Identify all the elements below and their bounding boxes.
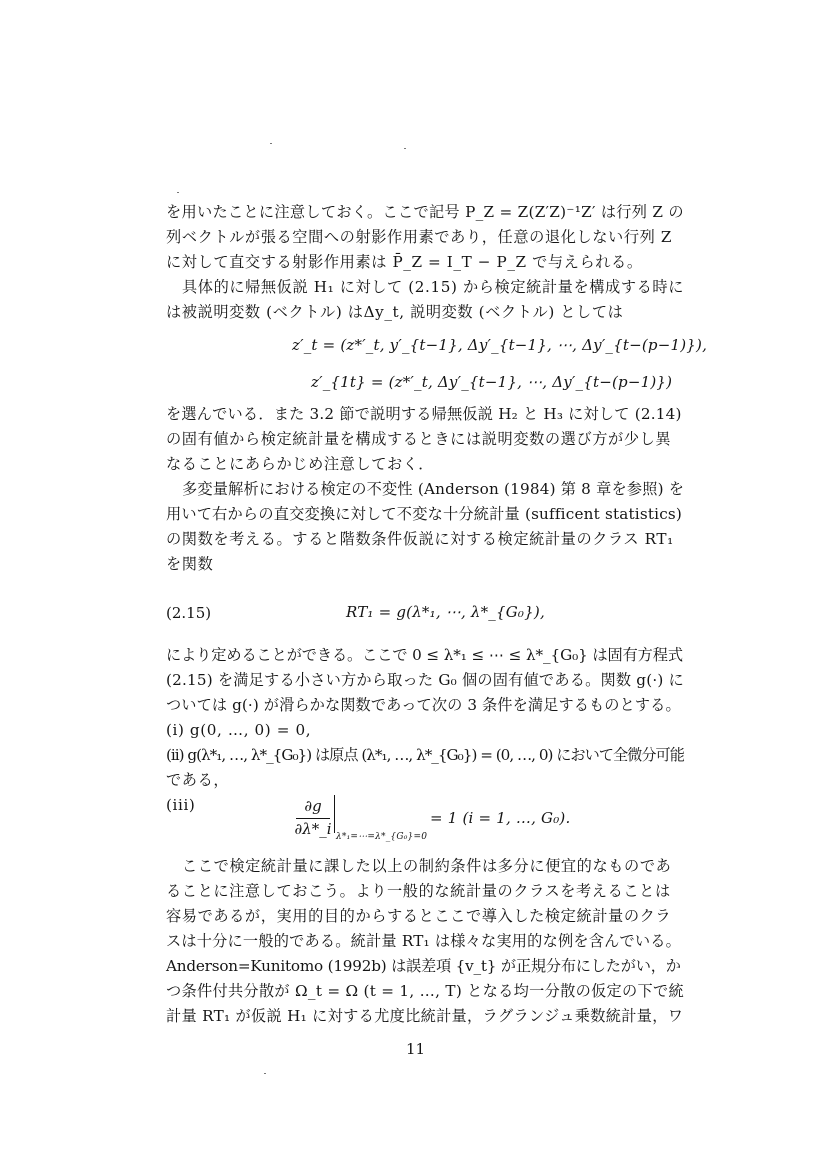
paragraph5-line-2: (2.15) を満足する小さい方から取った G₀ 個の固有値である。関数 g(·) に xyxy=(166,671,684,689)
paragraph2-line-2: は被説明変数 (ベクトル) はΔy_t, 説明変数 (ベクトル) としては xyxy=(166,303,624,321)
paragraph5-line-3: ついては g(·) が滑らかな関数であって次の 3 条件を満足するものとする。 xyxy=(166,696,681,714)
paragraph5-line-1: により定めることができる。ここで 0 ≤ λ*₁ ≤ ⋯ ≤ λ*_{G₀} は固有方程式 xyxy=(166,646,683,664)
paragraph6-line-1: ここで検定統計量に課した以上の制約条件は多分に便宜的なものであ xyxy=(182,857,672,875)
paragraph3-line-2: の固有値から検定統計量を構成するときには説明変数の選び方が少し異 xyxy=(166,430,672,448)
paragraph6-line-7: 計量 RT₁ が仮説 H₁ に対する尤度比統計量，ラグランジュ乗数統計量，ワ xyxy=(166,1007,684,1025)
derivative-denominator: ∂λ*_i xyxy=(294,820,332,838)
evaluation-bar xyxy=(334,795,335,833)
paragraph6-line-6: つ条件付共分散が Ω_t = Ω (t = 1, …, T) となる均一分散の仮定の下で統 xyxy=(166,982,684,1000)
paragraph1-line-3: に対して直交する射影作用素は P̄_Z = I_T − P_Z で与えられる。 xyxy=(166,253,643,271)
equation-z-t: z′_t = (z*′_t, y′_{t−1}, Δy′_{t−1}, ⋯, Δy′_{t−(p−1)}), xyxy=(292,336,708,354)
paragraph1-line-2: 列ベクトルが張る空間への射影作用素であり，任意の退化しない行列 Z xyxy=(166,228,672,246)
paragraph6-line-5: Anderson=Kunitomo (1992b) は誤差項 {v_t} が正規分布にしたがい，か xyxy=(166,957,681,975)
condition-ii-line-2: である， xyxy=(166,771,230,789)
scan-speck xyxy=(404,148,406,149)
scan-speck xyxy=(270,143,272,144)
scan-speck xyxy=(177,192,179,193)
derivative-rhs: = 1 (i = 1, …, G₀). xyxy=(430,809,571,827)
equation-z-1t: z′_{1t} = (z*′_t, Δy′_{t−1}, ⋯, Δy′_{t−(p−1)}) xyxy=(311,373,673,391)
paragraph1-line-1: を用いたことに注意しておく。ここで記号 P_Z = Z(Z′Z)⁻¹Z′ は行列 Z の xyxy=(166,203,684,221)
paragraph3-line-1: を選んでいる．また 3.2 節で説明する帰無仮説 H₂ と H₃ に対して (2.14) xyxy=(166,405,682,423)
equation-rt1: RT₁ = g(λ*₁, ⋯, λ*_{G₀}), xyxy=(346,603,545,621)
condition-ii-line-1: (ii) g(λ*₁, …, λ*_{G₀}) は原点 (λ*₁, …, λ*_{G₀}) = (0, …, 0) において全微分可能 xyxy=(166,746,684,764)
scan-speck xyxy=(264,1073,266,1074)
condition-i: (i) g(0, …, 0) = 0, xyxy=(166,721,312,739)
paragraph4-line-2: 用いて右からの直交変換に対して不変な十分統計量 (sufficent statistics) xyxy=(166,505,683,523)
equation-number: (2.15) xyxy=(166,604,212,622)
paragraph4-line-1: 多変量解析における検定の不変性 (Anderson (1984) 第 8 章を参照) を xyxy=(182,480,685,498)
paragraph6-line-2: ることに注意しておこう。より一般的な統計量のクラスを考えることは xyxy=(166,882,671,900)
paragraph2-line-1: 具体的に帰無仮説 H₁ に対して (2.15) から検定統計量を構成する時に xyxy=(182,278,684,296)
evaluation-point: λ*₁=⋯=λ*_{G₀}=0 xyxy=(336,832,428,842)
derivative-numerator: ∂g xyxy=(304,797,322,815)
fraction-bar xyxy=(296,818,330,819)
paragraph3-line-3: なることにあらかじめ注意しておく． xyxy=(166,455,435,473)
paragraph6-line-3: 容易であるが，実用的目的からするとここで導入した検定統計量のクラ xyxy=(166,907,672,925)
condition-iii-label: (iii) xyxy=(166,796,196,814)
paragraph4-line-3: の関数を考える。すると階数条件仮説に対する検定統計量のクラス RT₁ xyxy=(166,530,674,548)
page-number: 11 xyxy=(406,1040,426,1058)
paragraph6-line-4: スは十分に一般的である。統計量 RT₁ は様々な実用的な例を含んでいる。 xyxy=(166,932,682,950)
paragraph4-line-4: を関数 xyxy=(166,555,214,573)
